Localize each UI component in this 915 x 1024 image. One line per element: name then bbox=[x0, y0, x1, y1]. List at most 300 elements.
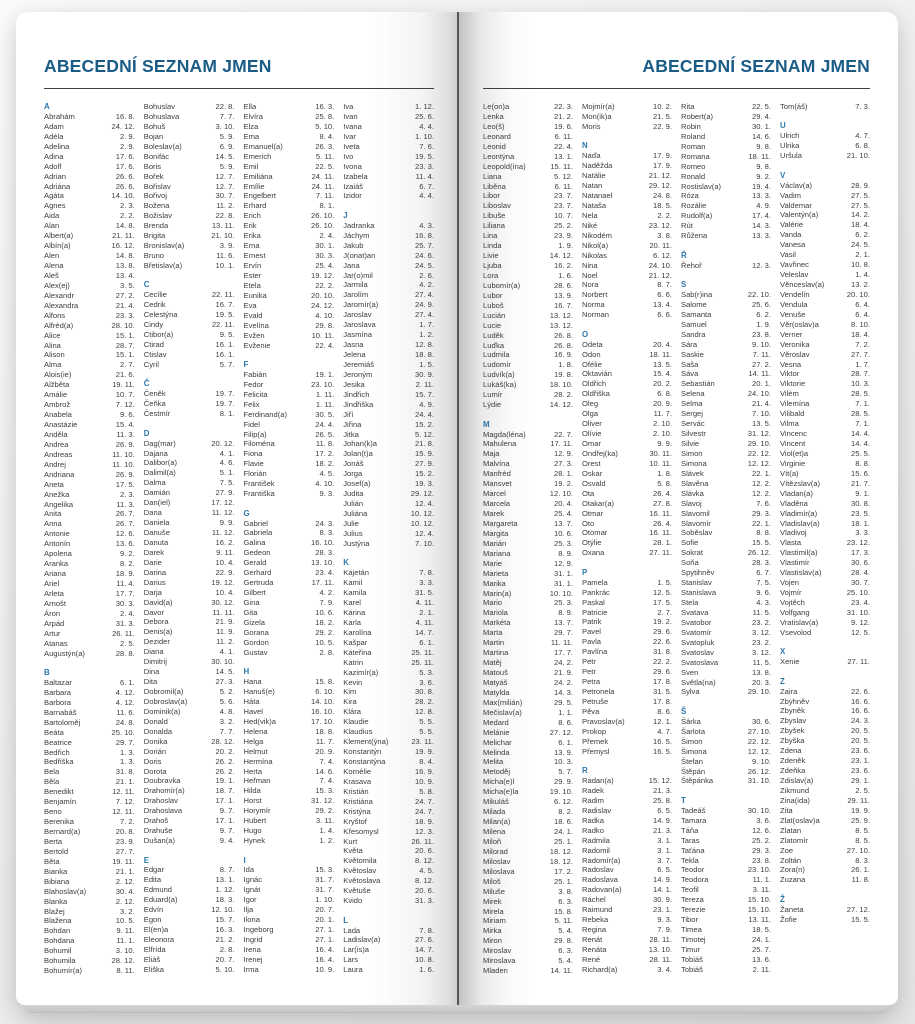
date: 19. 9. bbox=[415, 747, 434, 757]
name-entry bbox=[780, 915, 870, 925]
name: Gertruda bbox=[243, 578, 274, 588]
name-entry bbox=[582, 776, 672, 786]
date: 5. 5. bbox=[419, 717, 434, 727]
letter-header: H bbox=[243, 667, 250, 677]
name: Debora bbox=[143, 617, 169, 627]
name-entry bbox=[44, 589, 135, 599]
name: Florián bbox=[243, 469, 267, 479]
name: Roland bbox=[681, 131, 706, 141]
name-entry bbox=[144, 360, 235, 370]
name: Horst bbox=[243, 796, 262, 806]
name-entry bbox=[44, 440, 135, 450]
name-entry bbox=[483, 589, 573, 599]
name: Brigita bbox=[143, 231, 166, 241]
name: Matěj bbox=[483, 658, 502, 668]
date: 15. 3. bbox=[315, 786, 335, 796]
name-entry bbox=[780, 379, 870, 389]
name: Paskal bbox=[582, 597, 605, 607]
date: 2. 1. bbox=[419, 607, 434, 617]
date: 13. 12. bbox=[549, 310, 573, 320]
name: Sokrat bbox=[681, 548, 703, 558]
name: Nataša bbox=[582, 200, 607, 210]
name: Pankrác bbox=[582, 587, 610, 597]
name-entry bbox=[343, 529, 434, 539]
name: Oliver bbox=[582, 419, 602, 429]
date: 5. 11. bbox=[315, 151, 335, 161]
date: 12. 2. bbox=[752, 478, 771, 488]
name: Soňa bbox=[681, 558, 699, 568]
name: Karla bbox=[343, 617, 361, 627]
name-entry bbox=[681, 459, 771, 469]
name: Juliána bbox=[343, 509, 368, 518]
name-entry bbox=[44, 718, 135, 728]
name: Romeo bbox=[681, 161, 706, 171]
name: Hana bbox=[243, 677, 262, 687]
date: 7. 9. bbox=[657, 925, 672, 935]
name: Doris bbox=[143, 756, 162, 766]
name: Jolan(t)a bbox=[343, 449, 373, 459]
name-entry bbox=[244, 628, 335, 638]
date: 15. 8. bbox=[315, 677, 335, 687]
date: 31. 5. bbox=[415, 588, 434, 598]
date: 14. 11. bbox=[550, 966, 573, 976]
date: 6. 3. bbox=[558, 946, 573, 956]
name-entry bbox=[780, 369, 870, 379]
date: 12. 7. bbox=[215, 181, 235, 191]
name-entry bbox=[144, 617, 235, 627]
name: Vladan(a) bbox=[780, 488, 813, 498]
name: Lucie bbox=[483, 320, 502, 330]
name-entry bbox=[582, 379, 672, 389]
name: Nikodém bbox=[582, 230, 612, 240]
name: Jelena bbox=[343, 350, 366, 359]
name-entry bbox=[681, 648, 771, 658]
date: 21. 2. bbox=[215, 935, 235, 944]
letter-header: P bbox=[582, 567, 588, 577]
date: 29. 6. bbox=[653, 627, 672, 637]
date: 15. 1. bbox=[115, 350, 135, 360]
date: 3. 8. bbox=[558, 886, 573, 896]
name: Marcel bbox=[483, 489, 506, 499]
name-entry bbox=[681, 330, 771, 340]
name: Klement(ýna) bbox=[343, 737, 389, 747]
name: Jar(o)mil bbox=[343, 270, 373, 280]
name: Gizela bbox=[243, 617, 266, 627]
name: Libuše bbox=[483, 211, 506, 221]
name: Rozálie bbox=[681, 201, 707, 211]
name: Bertold bbox=[44, 846, 69, 856]
name: Roman bbox=[681, 141, 706, 151]
name: Katrin bbox=[343, 657, 364, 667]
name-entry bbox=[483, 648, 573, 658]
name-entry bbox=[780, 598, 870, 608]
name-entry bbox=[244, 251, 335, 261]
date: 22. 7. bbox=[554, 429, 573, 439]
name: Iva bbox=[343, 102, 354, 111]
name-entry bbox=[343, 638, 434, 648]
name-entry bbox=[144, 290, 235, 300]
date: 16. 4. bbox=[315, 954, 335, 964]
name: Mirek bbox=[483, 896, 502, 906]
name-entry bbox=[144, 468, 235, 478]
name: Saskie bbox=[681, 349, 704, 359]
name-entry bbox=[343, 231, 434, 241]
name-entry bbox=[483, 678, 573, 688]
date: 23. 8. bbox=[752, 855, 771, 865]
name: Alois(ie) bbox=[44, 370, 72, 380]
name: Miloslava bbox=[483, 866, 515, 876]
date: 21. 11. bbox=[112, 231, 135, 241]
name: Lubomír(a) bbox=[483, 280, 521, 290]
name: Bianka bbox=[44, 866, 68, 876]
name-entry bbox=[582, 399, 672, 409]
name-entry bbox=[483, 162, 573, 172]
name-entry bbox=[144, 637, 235, 647]
name: Drahuše bbox=[143, 826, 173, 836]
name-entry bbox=[582, 885, 672, 895]
name-entry bbox=[144, 142, 235, 152]
date: 13. 5. bbox=[653, 359, 672, 369]
date: 13. 9. bbox=[554, 747, 573, 757]
name-entry bbox=[343, 400, 434, 410]
date: 21. 12. bbox=[648, 171, 672, 181]
date: 16. 9. bbox=[415, 766, 434, 776]
name-entry bbox=[582, 122, 672, 132]
name-entry bbox=[44, 629, 135, 639]
date: 20. 9. bbox=[315, 746, 335, 756]
date: 13. 10. bbox=[311, 558, 335, 568]
name: Šárka bbox=[681, 716, 701, 726]
date: 24. 5. bbox=[851, 240, 870, 250]
name: Berenika bbox=[44, 817, 74, 827]
date: 29. 12. bbox=[648, 181, 672, 191]
name-entry bbox=[582, 816, 672, 826]
name: Irena bbox=[243, 944, 261, 954]
date: 29. 12. bbox=[410, 489, 434, 499]
name-entry bbox=[582, 846, 672, 856]
name-entry bbox=[780, 568, 870, 578]
name: Marieta bbox=[483, 568, 509, 578]
name: Odeta bbox=[582, 339, 603, 349]
name-entry bbox=[780, 628, 870, 638]
date: 12. 6. bbox=[115, 529, 135, 539]
date: 2. 12. bbox=[115, 896, 135, 906]
name: Valdemar bbox=[780, 200, 812, 210]
date: 25. 2. bbox=[752, 835, 771, 845]
date: 23. 9. bbox=[115, 836, 135, 846]
date: 20. 2. bbox=[215, 746, 235, 756]
date: 25. 2. bbox=[554, 221, 573, 231]
date: 14. 3. bbox=[554, 687, 573, 697]
date: 15. 12. bbox=[648, 776, 672, 785]
name-entry bbox=[483, 966, 573, 976]
name-entry bbox=[582, 707, 672, 717]
date: 3. 9. bbox=[219, 241, 235, 251]
name-entry bbox=[44, 549, 135, 559]
name: Bruno bbox=[143, 251, 165, 261]
name-entry bbox=[144, 548, 235, 558]
name: Norbert bbox=[582, 290, 608, 300]
name-entry bbox=[582, 251, 672, 261]
name-entry bbox=[343, 390, 434, 400]
name: Vít(a) bbox=[780, 468, 799, 478]
date: 7. 8. bbox=[419, 568, 434, 578]
name-entry bbox=[582, 499, 672, 509]
date: 26. 8. bbox=[554, 340, 573, 350]
date: 24. 11. bbox=[311, 171, 335, 181]
name: Vendelín bbox=[780, 289, 810, 299]
date: 26. 5. bbox=[315, 429, 335, 439]
name-entry bbox=[343, 380, 434, 390]
date: 24. 10. bbox=[747, 389, 771, 399]
name-entry bbox=[780, 350, 870, 360]
date: 26. 10. bbox=[311, 221, 335, 231]
name: Ludomír bbox=[483, 360, 511, 370]
date: 3. 12. bbox=[752, 627, 771, 637]
date: 11. 1. bbox=[752, 875, 771, 885]
name-entry bbox=[44, 291, 135, 301]
name: Raimund bbox=[582, 905, 613, 915]
date: 30. 6. bbox=[752, 716, 771, 726]
date: 1. 10. bbox=[315, 895, 335, 905]
name: Vanda bbox=[780, 230, 802, 240]
name: Liliana bbox=[483, 221, 505, 231]
name-entry bbox=[780, 290, 870, 300]
date: 2. 8. bbox=[219, 944, 235, 954]
name-entry bbox=[780, 806, 870, 816]
date: 20. 5. bbox=[851, 736, 870, 746]
name-entry bbox=[144, 905, 235, 915]
name: Pavla bbox=[582, 637, 601, 647]
name-entry bbox=[681, 221, 771, 231]
name-entry bbox=[483, 191, 573, 201]
name-entry bbox=[144, 251, 235, 261]
date: 29. 7. bbox=[554, 628, 573, 638]
name: Klára bbox=[343, 707, 361, 717]
name: Soběslav bbox=[681, 528, 713, 538]
name: Nina bbox=[582, 260, 598, 270]
name: Renáta bbox=[582, 944, 607, 954]
name-entry bbox=[244, 519, 335, 529]
date: 28. 1. bbox=[554, 469, 573, 479]
name-entry bbox=[780, 618, 870, 628]
name-entry bbox=[483, 241, 573, 251]
name-entry bbox=[681, 429, 771, 439]
date: 16. 5. bbox=[653, 736, 672, 746]
letter-header: O bbox=[582, 329, 589, 339]
date: 18. 4. bbox=[851, 329, 870, 339]
name: Ignát bbox=[243, 885, 261, 895]
name-entry bbox=[582, 548, 672, 558]
name: Anastázie bbox=[44, 420, 78, 429]
name-entry bbox=[582, 489, 672, 499]
date: 27. 11. bbox=[649, 548, 672, 558]
name: Sára bbox=[681, 339, 698, 349]
name-entry bbox=[44, 122, 135, 132]
date: 1. 11. bbox=[315, 399, 335, 409]
name: Vasil bbox=[780, 250, 796, 260]
date: 17. 5. bbox=[115, 479, 135, 489]
date: 5. 7. bbox=[558, 767, 573, 777]
date: 28. 12. bbox=[211, 736, 235, 746]
name-entry bbox=[144, 767, 235, 777]
name: Martin bbox=[483, 638, 505, 648]
name: Drahoslav bbox=[143, 796, 178, 806]
name-entry bbox=[681, 915, 771, 925]
name: Róza bbox=[681, 191, 699, 201]
name: Čeněk bbox=[143, 389, 166, 399]
date: 2. 11. bbox=[415, 379, 434, 389]
name: Tobiáš bbox=[681, 964, 703, 974]
name: Helga bbox=[243, 736, 264, 746]
date: 30. 7. bbox=[215, 191, 235, 201]
date: 2. 1. bbox=[855, 250, 870, 260]
date: 22. 2. bbox=[653, 657, 672, 667]
name: Kašpar bbox=[343, 637, 368, 647]
name: Stanislav bbox=[681, 578, 712, 588]
name: Kornélie bbox=[343, 766, 372, 776]
date: 2. 3. bbox=[119, 201, 135, 211]
date: 20. 2. bbox=[653, 379, 672, 389]
date: 31. 8. bbox=[653, 647, 672, 657]
name: Hanuš(e) bbox=[243, 687, 275, 696]
name: Selma bbox=[681, 399, 703, 409]
name-entry bbox=[681, 668, 771, 678]
name-entry bbox=[144, 399, 235, 409]
name-entry bbox=[681, 538, 771, 548]
date: 19. 9. bbox=[851, 805, 870, 815]
name-entry bbox=[780, 796, 870, 806]
date: 11. 6. bbox=[216, 251, 235, 261]
date: 2. 2. bbox=[119, 211, 135, 221]
name: Mon(ik)a bbox=[582, 111, 612, 121]
name-entry bbox=[44, 678, 135, 688]
name-entry bbox=[244, 945, 335, 955]
date: 18. 2. bbox=[315, 459, 335, 469]
name: Brenda bbox=[143, 221, 169, 231]
date: 26. 2. bbox=[215, 756, 235, 766]
name: Svatoslava bbox=[681, 657, 719, 667]
date: 17. 11. bbox=[550, 439, 573, 449]
name-entry bbox=[582, 519, 672, 529]
date: 5. 11. bbox=[554, 916, 573, 926]
name-entry bbox=[144, 300, 235, 310]
name-entry bbox=[483, 350, 573, 360]
date: 14. 5. bbox=[215, 667, 235, 677]
name-entry bbox=[681, 509, 771, 519]
name: Libor bbox=[483, 191, 500, 201]
name-entry bbox=[582, 875, 672, 885]
name-entry bbox=[582, 181, 672, 191]
name: Sergej bbox=[681, 409, 703, 419]
name: Bonifác bbox=[143, 151, 170, 161]
date: 21. 1. bbox=[115, 866, 135, 876]
name: Taťána bbox=[681, 845, 705, 855]
date: 28. 5. bbox=[851, 409, 870, 419]
name: Angelika bbox=[44, 499, 74, 509]
name-entry bbox=[582, 241, 672, 251]
date: 19. 4. bbox=[752, 181, 771, 191]
date: 10. 9. bbox=[415, 776, 434, 786]
name-entry bbox=[780, 548, 870, 558]
name: Atanas bbox=[44, 638, 68, 648]
name: Stela bbox=[681, 598, 699, 607]
name-entry bbox=[144, 657, 235, 667]
date: 14. 1. bbox=[653, 885, 672, 895]
date: 20. 1. bbox=[752, 379, 771, 389]
name-entry bbox=[681, 172, 771, 182]
date: 17. 8. bbox=[653, 677, 672, 687]
name: Alexandr bbox=[44, 290, 74, 300]
name: Krasava bbox=[343, 776, 372, 786]
name-entry bbox=[483, 708, 573, 718]
name: Milada bbox=[483, 807, 506, 817]
date: 24. 3. bbox=[315, 518, 335, 528]
date: 28. 3. bbox=[752, 558, 771, 568]
name-entry bbox=[483, 449, 573, 459]
name-entry bbox=[681, 856, 771, 866]
name: Ariel bbox=[44, 579, 60, 588]
name-entry bbox=[244, 925, 335, 935]
date: 8. 9. bbox=[558, 608, 573, 618]
date: 25. 11. bbox=[411, 657, 434, 667]
name: Radka bbox=[582, 815, 604, 825]
name-entry bbox=[483, 718, 573, 728]
name: Otomar bbox=[582, 528, 608, 538]
name-entry bbox=[343, 896, 434, 906]
name-entry bbox=[343, 152, 434, 162]
date: 3. 1. bbox=[657, 845, 672, 855]
name: Vítězslav(a) bbox=[780, 478, 821, 488]
name: Dalimil(a) bbox=[143, 468, 176, 478]
name: Kamila bbox=[343, 588, 367, 598]
date: 29. 11. bbox=[847, 795, 870, 805]
name-entry bbox=[483, 331, 573, 341]
name-entry bbox=[343, 241, 434, 251]
date: 23. 11. bbox=[411, 737, 434, 747]
name: Jonáš bbox=[343, 459, 364, 469]
name-entry bbox=[244, 895, 335, 905]
date: 3. 4. bbox=[657, 964, 672, 974]
name: Berta bbox=[44, 836, 63, 846]
name-entry bbox=[681, 340, 771, 350]
name: Evžen bbox=[243, 330, 265, 340]
name-entry bbox=[343, 370, 434, 380]
name-entry bbox=[483, 301, 573, 311]
name-entry bbox=[582, 369, 672, 379]
name: Bronislav(a) bbox=[143, 241, 185, 251]
name-entry bbox=[144, 806, 235, 816]
date: 4. 6. bbox=[219, 458, 235, 468]
name-entry bbox=[44, 380, 135, 390]
name-entry bbox=[144, 836, 235, 846]
date: 21. 1. bbox=[115, 777, 135, 787]
name-entry bbox=[483, 499, 573, 509]
name: Bořivoj bbox=[143, 191, 167, 201]
date: 14. 7. bbox=[415, 945, 434, 955]
name-entry bbox=[144, 697, 235, 707]
date: 30. 9. bbox=[415, 369, 434, 379]
date: 8. 8. bbox=[756, 528, 771, 538]
name: Sáva bbox=[681, 369, 699, 379]
name-entry bbox=[582, 717, 672, 727]
date: 16. 4. bbox=[315, 944, 335, 954]
name: Radko bbox=[582, 825, 604, 835]
name: Petr bbox=[582, 667, 596, 677]
name: Jindřiška bbox=[343, 399, 374, 409]
name: Etela bbox=[243, 280, 261, 290]
name: Bořislav bbox=[143, 181, 171, 191]
